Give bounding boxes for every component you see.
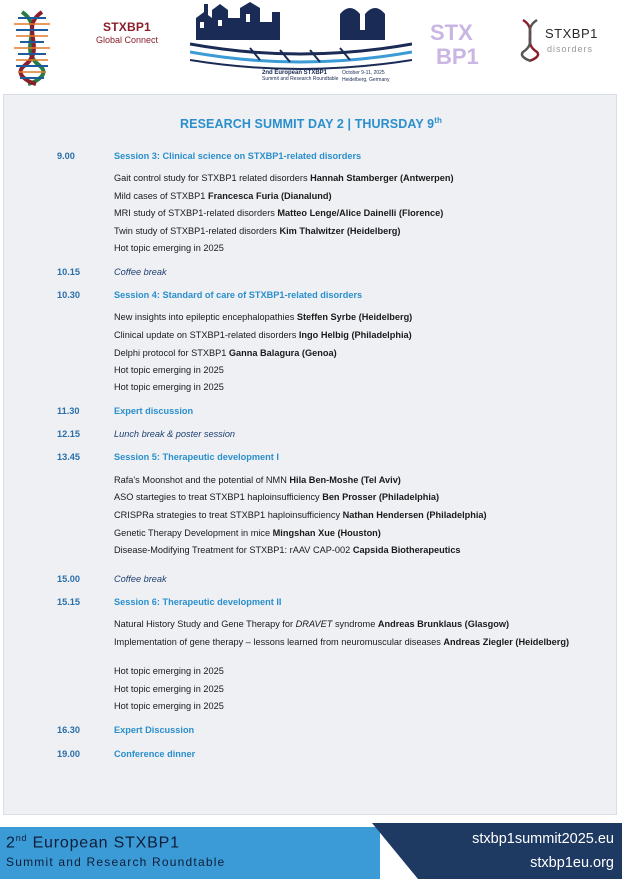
talk-text: Natural History Study and Gene Therapy for bbox=[114, 619, 296, 629]
talk-emphasis: DRAVET bbox=[295, 619, 333, 629]
session-time: 10.15 bbox=[57, 267, 80, 277]
agenda-item: Coffee break bbox=[114, 574, 167, 584]
session-title: Session 4: Standard of care of STXBP1-related disorders bbox=[114, 290, 363, 300]
lilac-logo-text: STX bbox=[430, 20, 473, 45]
speaker-name: Andreas Ziegler (Heidelberg) bbox=[443, 637, 569, 647]
summit-caption-place: Heidelberg, Germany bbox=[342, 77, 390, 83]
stxbp1-global-connect-logo bbox=[92, 20, 162, 60]
session-title: Session 5: Therapeutic development I bbox=[114, 452, 279, 462]
talk-item bbox=[114, 528, 584, 540]
speaker-name: Francesca Furia (Dianalund) bbox=[207, 191, 332, 201]
talk-text: syndrome bbox=[332, 619, 378, 629]
agenda-item: Conference dinner bbox=[114, 749, 196, 759]
talk-item bbox=[114, 701, 584, 713]
talk-item bbox=[114, 492, 584, 504]
talk-item bbox=[114, 510, 584, 522]
stxbp1-disorders-logo bbox=[517, 18, 617, 62]
talk-text: New insights into epileptic encephalopathies bbox=[114, 312, 297, 322]
session-time: 19.00 bbox=[57, 749, 80, 759]
summit-caption-line2: Summit and Research Roundtable bbox=[262, 76, 339, 82]
disorders-logo-line2: disorders bbox=[547, 44, 594, 54]
talk-text: Rafa's Moonshot and the potential of NMN bbox=[114, 475, 290, 485]
session-time: 16.30 bbox=[57, 725, 80, 735]
talk-item bbox=[114, 173, 584, 185]
footer bbox=[0, 823, 622, 879]
talk-item bbox=[114, 312, 584, 324]
speaker-name: Hila Ben-Moshe (Tel Aviv) bbox=[289, 475, 401, 485]
header-logos bbox=[0, 0, 622, 94]
talk-text: Hot topic emerging in 2025 bbox=[114, 684, 224, 694]
stxbp1-lilac-logo bbox=[428, 14, 482, 70]
talk-text: Hot topic emerging in 2025 bbox=[114, 701, 224, 711]
talk-item bbox=[114, 243, 584, 255]
speaker-name: Ganna Balagura (Genoa) bbox=[228, 348, 337, 358]
session-time: 13.45 bbox=[57, 452, 80, 462]
agenda-item: Expert Discussion bbox=[114, 725, 195, 735]
talk-text: Hot topic emerging in 2025 bbox=[114, 382, 224, 392]
talk-text: Mild cases of STXBP1 bbox=[114, 191, 208, 201]
talk-item bbox=[114, 475, 584, 487]
speaker-name: Nathan Hendersen (Philadelphia) bbox=[342, 510, 487, 520]
talk-item bbox=[114, 619, 584, 631]
talk-item bbox=[114, 666, 584, 678]
talk-item bbox=[114, 365, 584, 377]
talk-text: Hot topic emerging in 2025 bbox=[114, 365, 224, 375]
programme-panel bbox=[3, 94, 617, 815]
talk-item bbox=[114, 330, 584, 342]
talk-item bbox=[114, 545, 584, 557]
footer-summit-link[interactable]: stxbp1summit2025.eu bbox=[472, 831, 614, 847]
svg-text:BP1: BP1 bbox=[436, 44, 479, 69]
dna-icon bbox=[517, 18, 543, 62]
speaker-name: Ben Prosser (Philadelphia) bbox=[322, 492, 440, 502]
summit-caption bbox=[262, 70, 402, 82]
speaker-name: Kim Thalwitzer (Heidelberg) bbox=[279, 226, 401, 236]
session-time: 15.15 bbox=[57, 597, 80, 607]
talk-item bbox=[114, 191, 584, 203]
talk-item bbox=[114, 208, 584, 220]
speaker-name: Steffen Syrbe (Heidelberg) bbox=[296, 312, 413, 322]
talk-text: Clinical update on STXBP1-related disorders bbox=[114, 330, 299, 340]
footer-subtitle: Summit and Research Roundtable bbox=[6, 855, 226, 869]
talk-text: Twin study of STXBP1-related disorders bbox=[114, 226, 280, 236]
agenda-item: Lunch break & poster session bbox=[114, 429, 236, 439]
agenda-item: Coffee break bbox=[114, 267, 167, 277]
footer-org-link[interactable]: stxbp1eu.org bbox=[530, 855, 614, 871]
talk-text: Hot topic emerging in 2025 bbox=[114, 666, 224, 676]
session-time: 9.00 bbox=[57, 151, 75, 161]
session-time: 11.30 bbox=[57, 406, 80, 416]
session-time: 12.15 bbox=[57, 429, 80, 439]
disorders-logo-line1: STXBP1 bbox=[545, 26, 598, 41]
session-time: 10.30 bbox=[57, 290, 80, 300]
speaker-name: Matteo Lenge/Alice Dainelli (Florence) bbox=[277, 208, 444, 218]
speaker-name: Mingshan Xue (Houston) bbox=[272, 528, 381, 538]
talk-text: Implementation of gene therapy – lessons learned from neuromuscular diseases bbox=[114, 637, 444, 647]
speaker-name: Capsida Biotherapeutics bbox=[352, 545, 461, 555]
summit-caption-date: October 9-11, 2025 bbox=[342, 70, 385, 76]
speaker-name: Hannah Stamberger (Antwerpen) bbox=[310, 173, 454, 183]
summit-caption-line1: 2nd European STXBP1 bbox=[262, 70, 328, 76]
session-title: Session 3: Clinical science on STXBP1-related disorders bbox=[114, 151, 362, 161]
talk-text: Gait control study for STXBP1 related disorders bbox=[114, 173, 311, 183]
talk-item bbox=[114, 348, 584, 360]
talk-text: ASO startegies to treat STXBP1 haploinsufficiency bbox=[114, 492, 323, 502]
session-time: 15.00 bbox=[57, 574, 80, 584]
talk-item bbox=[114, 382, 584, 394]
talk-text: Hot topic emerging in 2025 bbox=[114, 243, 224, 253]
talk-item bbox=[114, 226, 584, 238]
talk-text: CRISPRa strategies to treat STXBP1 haploinsufficiency bbox=[114, 510, 343, 520]
speaker-name: Andreas Brunklaus (Glasgow) bbox=[377, 619, 510, 629]
talk-item bbox=[114, 637, 584, 649]
gc-logo-line2: Global Connect bbox=[95, 35, 159, 45]
dna-helix-logo bbox=[6, 8, 58, 86]
talk-text: Disease-Modifying Treatment for STXBP1: rAAV CAP-002 bbox=[114, 545, 353, 555]
speaker-name: Ingo Helbig (Philadelphia) bbox=[298, 330, 412, 340]
agenda-item: Expert discussion bbox=[114, 406, 194, 416]
talk-text: MRI study of STXBP1-related disorders bbox=[114, 208, 278, 218]
session-title: Session 6: Therapeutic development II bbox=[114, 597, 282, 607]
talk-text: Genetic Therapy Development in mice bbox=[114, 528, 273, 538]
gc-logo-line1: STXBP1 bbox=[103, 20, 151, 34]
day-title: RESEARCH SUMMIT DAY 2 | THURSDAY 9th bbox=[180, 116, 442, 132]
talk-text: Delphi protocol for STXBP1 bbox=[114, 348, 229, 358]
talk-item bbox=[114, 684, 584, 696]
footer-title: 2nd European STXBP1 bbox=[6, 833, 180, 852]
